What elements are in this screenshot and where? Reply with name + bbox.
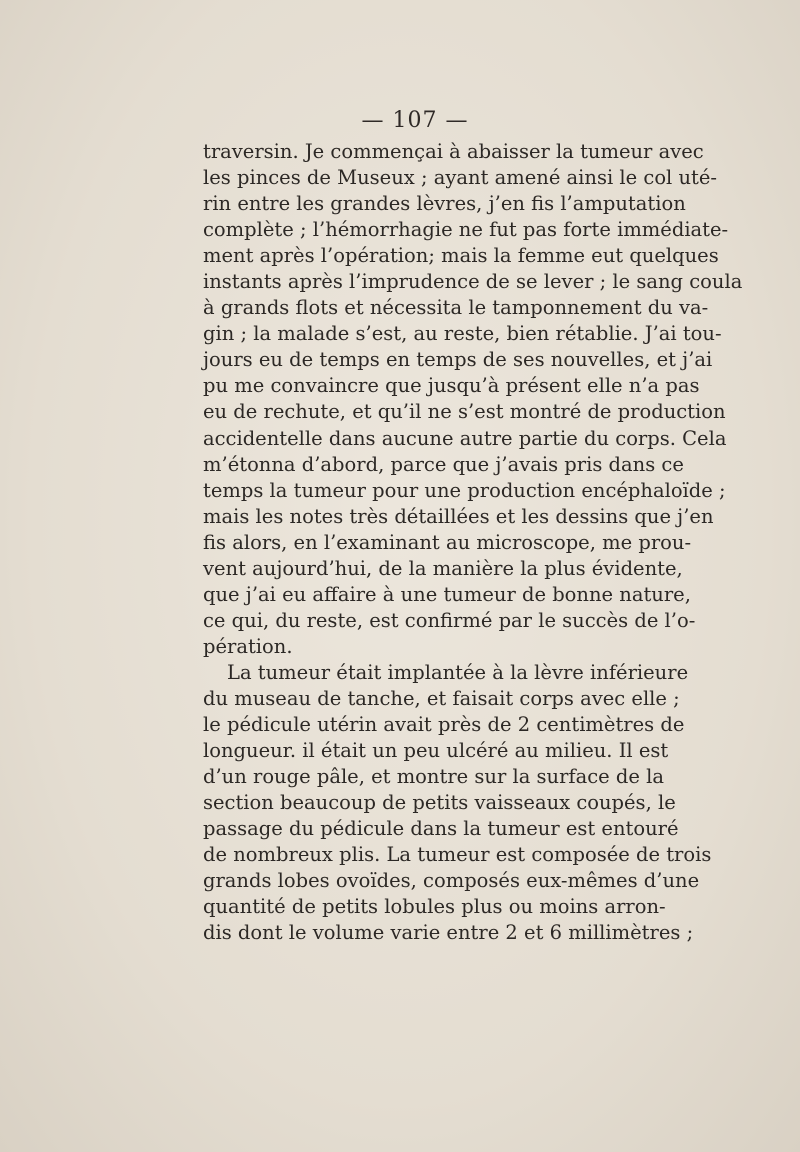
text-line: complète ; l’hémorrhagie ne fut pas forte immédiate- [203,218,729,242]
text-line: La tumeur était implantée à la lèvre inférieure [227,660,689,684]
text-line: ce qui, du reste, est confirmé par le succès de l’o- [203,608,696,632]
text-line: de nombreux plis. La tumeur est composée de trois [203,843,712,867]
text-line: dis dont le volume varie entre 2 et 6 millimètres ; [203,921,694,945]
text-line: eu de rechute, et qu’il ne s’est montré de production [203,400,726,424]
text-line: mais les notes très détaillées et les dessins que j’en [203,504,714,528]
text-line: à grands flots et nécessita le tamponnement du va- [203,296,709,320]
text-line: temps la tumeur pour une production encéphaloïde ; [203,478,726,502]
text-line: gin ; la malade s’est, au reste, bien rétablie. J’ai tou- [203,322,722,346]
text-line: instants après l’imprudence de se lever ; le sang coula [203,270,743,294]
text-line: que j’ai eu affaire à une tumeur de bonne nature, [203,582,691,606]
text-line: section beaucoup de petits vaisseaux coupés, le [203,791,676,815]
text-line: fis alors, en l’examinant au microscope, me prou- [203,530,692,554]
text-line: rin entre les grandes lèvres, j’en fis l’amputation [203,192,686,216]
text-line: traversin. Je commençai à abaisser la tumeur avec [203,140,704,163]
text-line: accidentelle dans aucune autre partie du corps. Cela [203,426,727,450]
text-line: du museau de tanche, et faisait corps avec elle ; [203,686,680,710]
text-line: m’étonna d’abord, parce que j’avais pris dans ce [203,452,684,476]
text-line: vent aujourd’hui, de la manière la plus évidente, [203,556,683,580]
text-line: quantité de petits lobules plus ou moins arron- [203,895,666,919]
text-line: d’un rouge pâle, et montre sur la surface de la [203,765,665,789]
text-line: jours eu de temps en temps de ses nouvelles, et j’ai [203,348,713,372]
page-number: — 107 — [361,108,469,133]
text-line: ment après l’opération; mais la femme eut quelques [203,244,719,268]
text-line: pu me convaincre que jusqu’à présent elle n’a pas [203,374,700,398]
text-line: pération. [203,634,293,658]
body-text [203,139,743,946]
text-line: longueur. il était un peu ulcéré au milieu. Il est [203,739,669,763]
text-line: les pinces de Museux ; ayant amené ainsi le col uté- [203,166,718,190]
text-line: grands lobes ovoïdes, composés eux-mêmes d’une [203,869,700,893]
text-line: passage du pédicule dans la tumeur est entouré [203,817,679,841]
text-line: le pédicule utérin avait près de 2 centimètres de [203,713,685,737]
